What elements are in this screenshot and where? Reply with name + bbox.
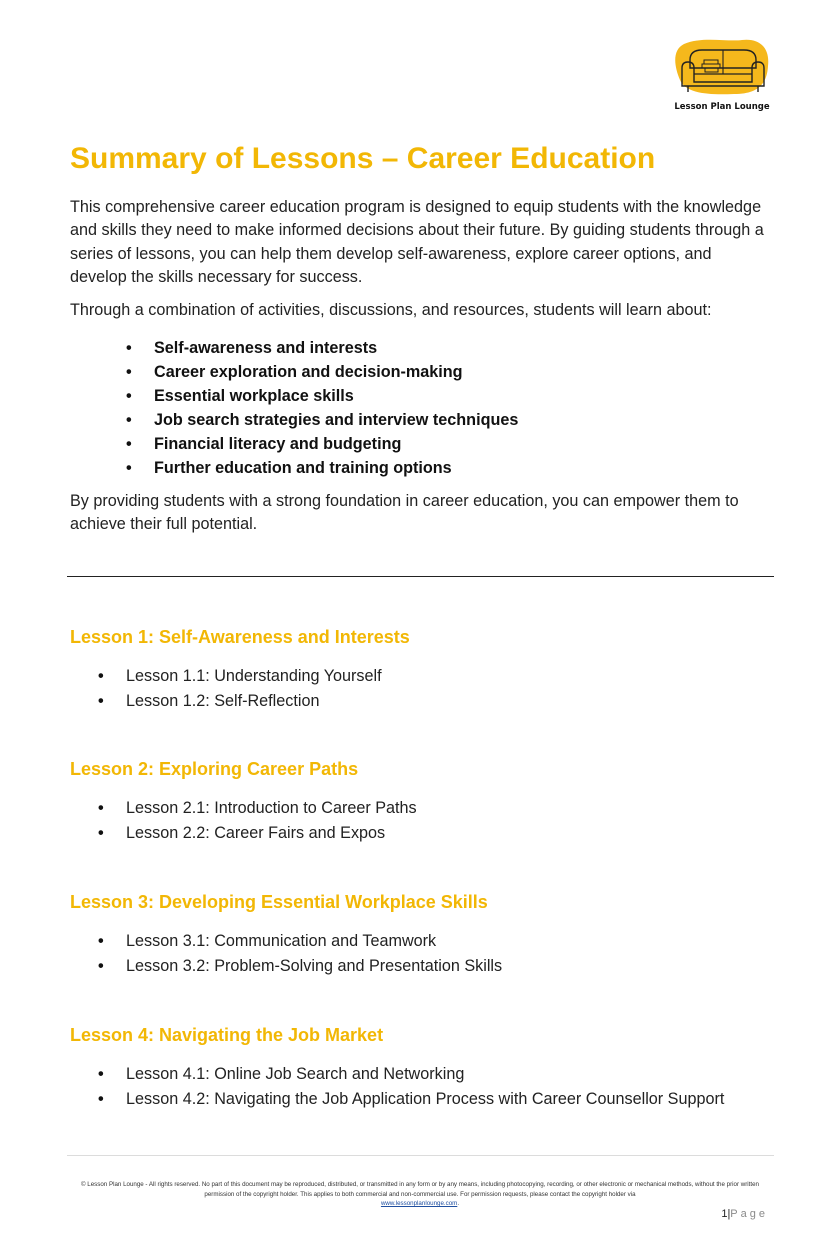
lesson-2-list — [98, 796, 417, 845]
topic-item: • Financial literacy and budgeting — [126, 432, 518, 456]
list-item: • Lesson 1.1: Understanding Yourself — [98, 664, 382, 689]
page-separator: | — [727, 1208, 731, 1220]
topic-item: • Job search strategies and interview techniques — [126, 408, 518, 432]
link-suffix: . — [457, 1200, 460, 1207]
lesson-1-list — [98, 664, 382, 713]
lesson-1-title: Lesson 1: Self-Awareness and Interests — [70, 627, 410, 647]
list-item: • Lesson 3.2: Problem-Solving and Presentation Skills — [98, 954, 502, 979]
page-title: Summary of Lessons – Career Education — [70, 142, 656, 175]
lesson-3-list — [98, 929, 502, 978]
list-item: • Lesson 4.2: Navigating the Job Application Process with Career Counsellor Support — [98, 1087, 724, 1112]
lesson-2-title: Lesson 2: Exploring Career Paths — [70, 759, 359, 779]
sofa-with-books-icon — [672, 38, 772, 102]
topic-item: • Further education and training options — [126, 456, 518, 480]
footer-divider — [67, 1155, 774, 1156]
footer-copyright — [70, 1180, 770, 1209]
learn-intro-paragraph: Through a combination of activities, discussions, and resources, students will learn about: — [70, 301, 712, 319]
intro-paragraph: This comprehensive career education program is designed to equip students with the knowledge and skills they need to make informed decisions about their future. By guiding students through a series of lessons, you can help them develop self-awareness, explore career options, and develop the skills necessary for success. — [70, 198, 764, 286]
page-number — [721, 1208, 768, 1220]
logo-text: Lesson Plan Lounge — [674, 102, 770, 112]
page-number-value: 1 — [721, 1208, 728, 1220]
copyright-text: © Lesson Plan Lounge - All rights reserved. No part of this document may be reproduced, distributed, or transmitted in any form or by any means, including photocopying, recording, or other electronic or mechanical methods, without the prior written permission of the copyright holder. This applies to both commercial and non-commercial use. For permission requests, please contact the copyright holder via — [81, 1181, 759, 1198]
section-divider — [67, 576, 774, 577]
page-word: Page — [730, 1208, 768, 1220]
topic-item: • Career exploration and decision-making — [126, 360, 518, 384]
list-item: • Lesson 2.2: Career Fairs and Expos — [98, 821, 417, 846]
list-item: • Lesson 3.1: Communication and Teamwork — [98, 929, 502, 954]
lesson-3-title: Lesson 3: Developing Essential Workplace Skills — [70, 892, 488, 912]
list-item: • Lesson 1.2: Self-Reflection — [98, 689, 382, 714]
topic-item: • Self-awareness and interests — [126, 336, 518, 360]
lesson-4-title: Lesson 4: Navigating the Job Market — [70, 1025, 384, 1045]
lesson-4-list — [98, 1062, 724, 1111]
logo — [672, 38, 772, 118]
closing-paragraph: By providing students with a strong foundation in career education, you can empower them to achieve their full potential. — [70, 492, 739, 534]
topics-list — [126, 336, 518, 480]
list-item: • Lesson 4.1: Online Job Search and Networking — [98, 1062, 724, 1087]
topic-item: • Essential workplace skills — [126, 384, 518, 408]
website-link[interactable]: www.lessonplanlounge.com — [380, 1200, 458, 1207]
list-item: • Lesson 2.1: Introduction to Career Paths — [98, 796, 417, 821]
